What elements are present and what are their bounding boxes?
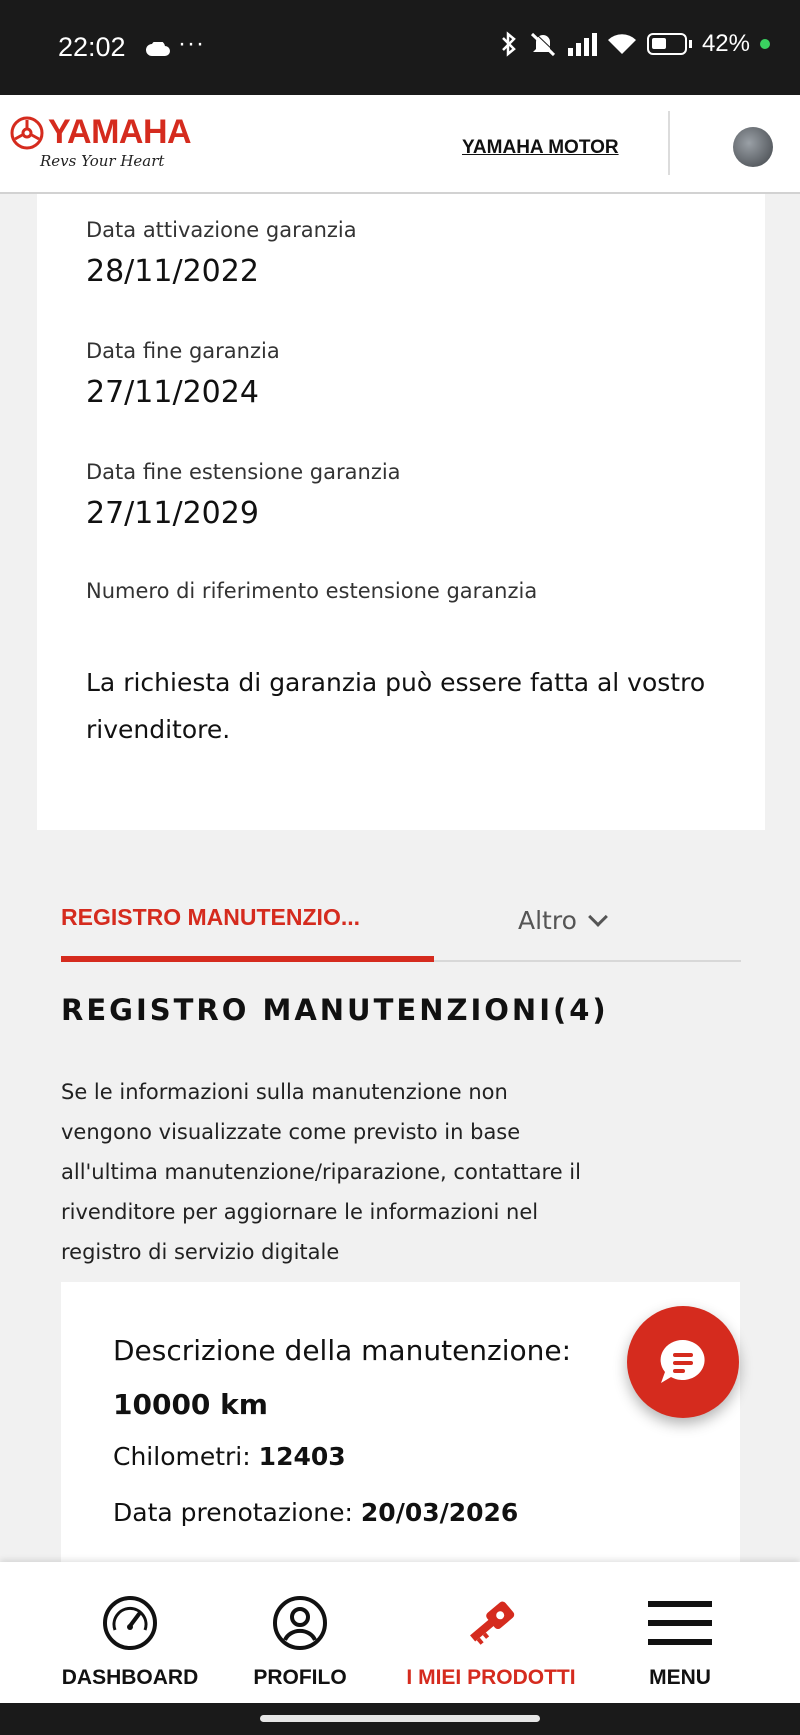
hamburger-menu-icon — [648, 1599, 712, 1647]
warranty-extension-end-value: 27/11/2029 — [86, 496, 259, 531]
status-time: 22:02 — [58, 32, 126, 62]
maintenance-entry-card[interactable] — [61, 1282, 740, 1562]
chat-bubble-icon — [655, 1334, 711, 1390]
maintenance-date-label: Data prenotazione: — [113, 1498, 353, 1527]
tab-maintenance-log[interactable]: REGISTRO MANUTENZIO... — [61, 904, 360, 930]
tuning-fork-logo-icon — [10, 116, 44, 150]
nav-menu-label: MENU — [649, 1666, 711, 1689]
maintenance-date-value: 20/03/2026 — [360, 1498, 519, 1527]
key-icon — [461, 1593, 521, 1653]
yamaha-motor-link[interactable]: YAMAHA MOTOR — [462, 137, 619, 158]
tab-more-dropdown[interactable] — [518, 906, 605, 935]
section-tabs — [61, 890, 741, 962]
battery-percent: 42% — [701, 30, 750, 57]
speedometer-icon — [101, 1594, 159, 1652]
warranty-card — [37, 194, 765, 830]
privacy-indicator-dot — [760, 39, 770, 49]
nav-my-products-label: I MIEI PRODOTTI — [406, 1666, 576, 1689]
maintenance-section-title: REGISTRO MANUTENZIONI(4) — [61, 993, 609, 1027]
cloud-icon — [146, 42, 170, 56]
maintenance-km-row — [113, 1442, 346, 1471]
maintenance-description: Se le informazioni sulla manutenzione non vengono visualizzate come previsto in base all'ultima manutenzione/riparazione, contattare il rivenditore per aggiornare le informazioni nel registro di servizio digitale — [61, 1080, 581, 1264]
nav-menu[interactable] — [630, 1562, 730, 1703]
maintenance-entry-description — [113, 1324, 633, 1432]
warranty-activation-value: 28/11/2022 — [86, 254, 259, 289]
nav-dashboard-label: DASHBOARD — [61, 1666, 199, 1689]
wifi-icon — [607, 32, 637, 56]
user-icon — [271, 1594, 329, 1652]
nav-profile-label: PROFILO — [253, 1666, 347, 1689]
nav-my-products[interactable] — [386, 1562, 596, 1703]
brand-tagline: Revs Your Heart — [40, 152, 165, 170]
nav-profile[interactable] — [240, 1562, 360, 1703]
status-more-dots: ··· — [178, 30, 205, 57]
header-divider — [668, 111, 670, 175]
maintenance-desc-label: Descrizione della manutenzione: — [113, 1334, 572, 1367]
battery-icon — [647, 33, 687, 55]
app-header — [0, 95, 800, 194]
active-tab-indicator — [61, 956, 434, 962]
bottom-nav — [0, 1562, 800, 1703]
warranty-extension-end-label: Data fine estensione garanzia — [86, 460, 401, 484]
maintenance-km-label: Chilometri: — [113, 1442, 251, 1471]
status-icons — [499, 30, 770, 58]
system-gesture-bar — [0, 1703, 800, 1735]
avatar[interactable] — [733, 127, 773, 167]
chevron-down-icon — [588, 907, 608, 927]
nav-dashboard[interactable] — [48, 1562, 212, 1703]
tab-more-label: Altro — [518, 906, 577, 935]
chat-button[interactable] — [627, 1306, 739, 1418]
battery-cap — [689, 40, 692, 48]
yamaha-logo[interactable] — [10, 113, 191, 170]
brand-name: YAMAHA — [48, 113, 192, 151]
warranty-end-value: 27/11/2024 — [86, 375, 259, 410]
status-bar — [0, 0, 800, 95]
maintenance-desc-value: 10000 km — [113, 1388, 268, 1421]
bluetooth-icon — [499, 31, 519, 57]
warranty-end-label: Data fine garanzia — [86, 339, 280, 363]
mute-icon — [529, 31, 557, 57]
home-gesture-handle[interactable] — [260, 1715, 540, 1722]
signal-icon — [567, 32, 597, 56]
warranty-note: La richiesta di garanzia può essere fatta al vostro rivenditore. — [86, 668, 706, 744]
maintenance-km-value: 12403 — [258, 1442, 346, 1471]
warranty-activation-label: Data attivazione garanzia — [86, 218, 357, 242]
warranty-extension-ref-label: Numero di riferimento estensione garanzia — [86, 579, 538, 603]
maintenance-date-row — [113, 1498, 518, 1527]
